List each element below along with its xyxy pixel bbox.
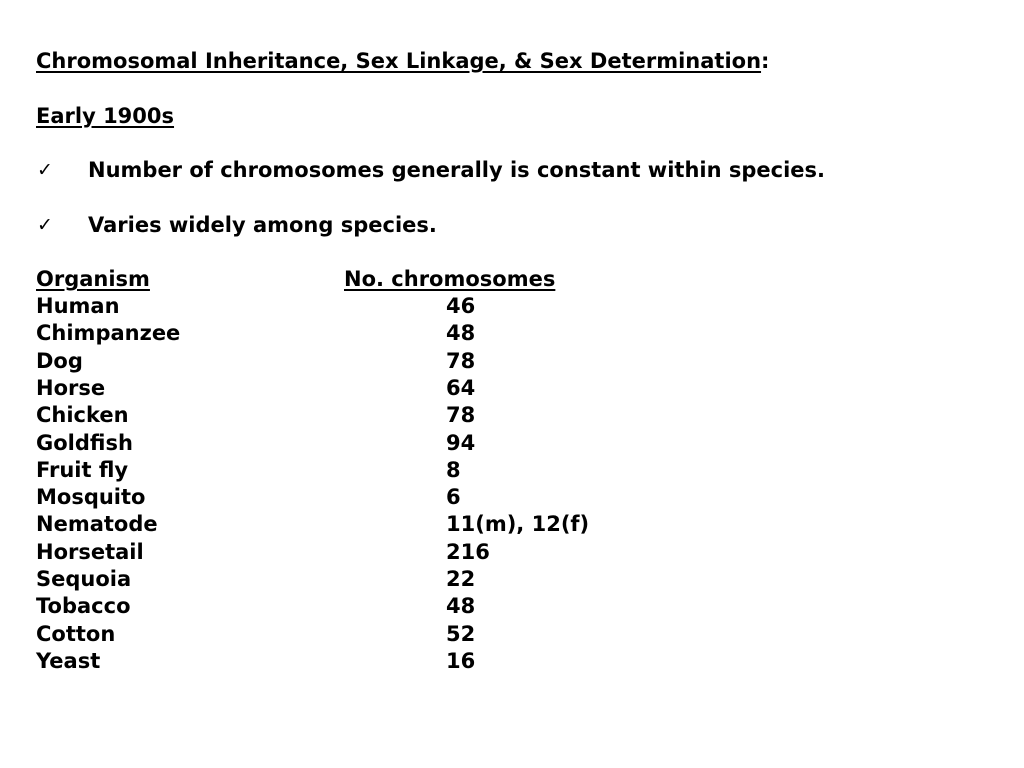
organism-cell: Tobacco [36, 594, 131, 619]
chromosome-count-cell: 64 [446, 375, 476, 400]
bullet-text: Varies widely among species. [88, 213, 437, 237]
chromosome-count-cell: 22 [446, 567, 476, 591]
table-row [0, 375, 1024, 402]
slide-subtitle [36, 103, 174, 130]
table-row [0, 566, 1024, 593]
table-row [0, 648, 1024, 675]
chromosome-count-cell: 78 [446, 348, 476, 373]
chromosome-count-cell: 6 [446, 485, 461, 510]
slide-title [36, 48, 769, 75]
chromosome-count-cell: 11(m), 12(f) [446, 512, 590, 537]
chromosome-count-cell: 8 [446, 457, 461, 482]
slide-title-colon: : [761, 49, 770, 73]
organism-cell: Cotton [36, 621, 116, 646]
column-header-chromosomes: No. chromosomes [344, 267, 556, 291]
chromosome-count-cell: 52 [446, 621, 476, 646]
table-row [0, 539, 1024, 566]
checkmark-icon: ✓ [37, 214, 53, 236]
organism-cell: Dog [36, 348, 83, 373]
bullet-text: Number of chromosomes generally is constant within species. [88, 158, 825, 182]
table-row [0, 511, 1024, 538]
organism-cell: Horsetail [36, 539, 144, 564]
organism-cell: Goldfish [36, 430, 133, 455]
table-row [0, 348, 1024, 375]
chromosome-count-cell: 78 [446, 403, 476, 428]
table-row [0, 593, 1024, 620]
table-row [0, 293, 1024, 320]
organism-cell: Fruit fly [36, 457, 129, 482]
organism-cell: Mosquito [36, 485, 146, 510]
organism-cell: Chimpanzee [36, 321, 181, 346]
slide-title-text: Chromosomal Inheritance, Sex Linkage, & Sex Determination [36, 49, 762, 73]
organism-cell: Sequoia [36, 567, 132, 591]
organism-cell: Horse [36, 375, 106, 400]
chromosome-count-cell: 94 [446, 430, 476, 455]
chromosome-count-cell: 48 [446, 594, 476, 619]
table-row [0, 484, 1024, 511]
table-row [0, 402, 1024, 429]
chromosome-count-cell: 16 [446, 648, 476, 673]
organism-cell: Human [36, 294, 120, 318]
organism-cell: Yeast [36, 648, 101, 673]
slide-subtitle-text: Early 1900s [36, 104, 175, 128]
table-row [0, 430, 1024, 457]
column-header-organism: Organism [36, 267, 150, 291]
chromosome-count-cell: 48 [446, 321, 476, 346]
organism-cell: Nematode [36, 512, 158, 537]
checkmark-icon: ✓ [37, 159, 53, 181]
organism-cell: Chicken [36, 403, 129, 428]
chromosome-count-cell: 216 [446, 539, 490, 564]
table-row [0, 457, 1024, 484]
table-header-row [0, 266, 1024, 293]
table-row [0, 621, 1024, 648]
table-row [0, 320, 1024, 347]
chromosome-count-cell: 46 [446, 294, 476, 318]
